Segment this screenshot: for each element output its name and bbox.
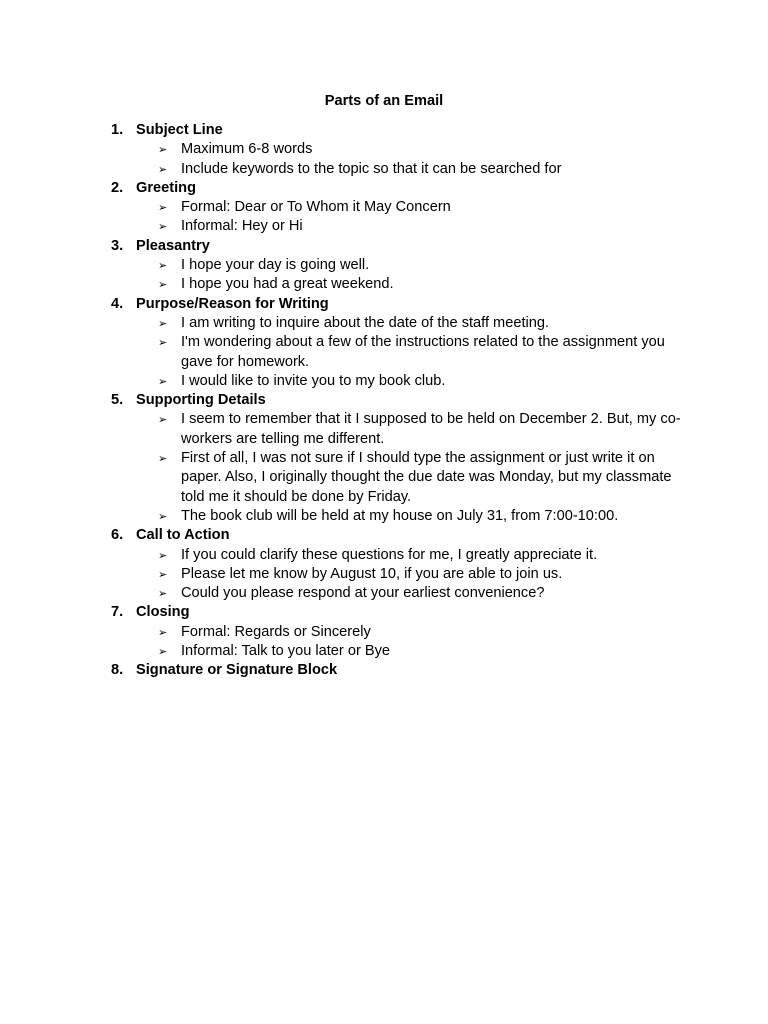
section-heading [111, 391, 691, 410]
example-item [111, 217, 681, 236]
example-item [111, 449, 681, 507]
section-heading-text: Purpose/Reason for Writing [136, 295, 329, 312]
outline-section [111, 179, 691, 237]
arrowhead-bullet-icon: ➢ [158, 278, 168, 292]
example-text: I seem to remember that it I supposed to be held on December 2. But, my co-workers are telling me different. [181, 411, 681, 447]
arrowhead-bullet-icon: ➢ [158, 587, 168, 601]
example-item [111, 546, 681, 565]
section-number: 1. [111, 122, 124, 138]
outline-section [111, 661, 691, 680]
arrowhead-bullet-icon: ➢ [158, 143, 168, 157]
example-item [111, 198, 681, 217]
example-item [111, 410, 681, 449]
example-text: Formal: Regards or Sincerely [181, 623, 371, 640]
example-list [111, 546, 691, 604]
example-list [111, 140, 691, 179]
section-number: 8. [111, 662, 124, 679]
example-text: First of all, I was not sure if I should type the assignment or just write it on paper. Also, I originally thought the due date was Monday, but my classmate told me it should be done by Friday. [181, 450, 672, 505]
section-heading-text: Signature or Signature Block [136, 662, 338, 679]
example-text: Informal: Hey or Hi [181, 218, 303, 235]
arrowhead-bullet-icon: ➢ [158, 567, 168, 581]
example-list [111, 623, 691, 662]
example-text: I hope you had a great weekend. [181, 276, 394, 293]
example-text: Formal: Dear or To Whom it May Concern [181, 199, 451, 216]
arrowhead-bullet-icon: ➢ [158, 625, 168, 639]
section-heading [111, 603, 691, 622]
example-item [111, 256, 681, 275]
example-item [111, 275, 681, 294]
section-number: 7. [111, 604, 124, 621]
example-list [111, 198, 691, 237]
arrowhead-bullet-icon: ➢ [158, 162, 168, 176]
arrowhead-bullet-icon: ➢ [158, 201, 168, 215]
section-heading [111, 179, 691, 198]
arrowhead-bullet-icon: ➢ [158, 509, 168, 523]
outline-section [111, 237, 691, 295]
section-heading [111, 661, 691, 680]
arrowhead-bullet-icon: ➢ [158, 374, 168, 388]
outline-section [111, 603, 691, 661]
section-heading-text: Pleasantry [136, 237, 210, 254]
arrowhead-bullet-icon: ➢ [158, 645, 168, 659]
example-item [111, 584, 681, 603]
section-heading [111, 121, 691, 140]
arrowhead-bullet-icon: ➢ [158, 413, 168, 427]
example-list [111, 314, 691, 391]
email-parts-outline [111, 121, 691, 681]
example-text: Could you please respond at your earliest convenience? [181, 585, 545, 602]
example-text: I am writing to inquire about the date of the staff meeting. [181, 314, 550, 331]
outline-section [111, 526, 691, 603]
example-item [111, 507, 681, 526]
example-item [111, 140, 681, 159]
example-item [111, 642, 681, 661]
example-item [111, 565, 681, 584]
arrowhead-bullet-icon: ➢ [158, 259, 168, 273]
arrowhead-bullet-icon: ➢ [158, 316, 168, 330]
example-text: Include keywords to the topic so that it can be searched for [181, 160, 562, 177]
example-text: If you could clarify these questions for me, I greatly appreciate it. [181, 546, 598, 563]
example-item [111, 623, 681, 642]
outline-section [111, 391, 691, 526]
section-heading-text: Closing [136, 604, 190, 621]
example-item [111, 333, 681, 372]
example-text: I would like to invite you to my book club. [181, 372, 446, 389]
arrowhead-bullet-icon: ➢ [158, 336, 168, 350]
section-heading [111, 295, 691, 314]
example-text: I hope your day is going well. [181, 257, 370, 274]
section-heading [111, 237, 691, 256]
section-number: 5. [111, 392, 124, 409]
section-number: 3. [111, 237, 124, 254]
section-number: 6. [111, 527, 124, 544]
example-list [111, 256, 691, 295]
example-item [111, 314, 681, 333]
section-heading [111, 526, 691, 545]
arrowhead-bullet-icon: ➢ [158, 452, 168, 466]
section-heading-text: Call to Action [136, 527, 230, 544]
section-heading-text: Greeting [136, 179, 197, 196]
section-heading-text: Subject Line [136, 122, 223, 138]
page-title: Parts of an Email [324, 93, 444, 109]
example-text: The book club will be held at my house on July 31, from 7:00-10:00. [181, 507, 619, 524]
arrowhead-bullet-icon: ➢ [158, 220, 168, 234]
example-text: I'm wondering about a few of the instructions related to the assignment you gave for homework. [181, 334, 665, 370]
section-number: 4. [111, 295, 124, 312]
example-text: Please let me know by August 10, if you are able to join us. [181, 565, 563, 582]
section-number: 2. [111, 179, 124, 196]
outline-section [111, 295, 691, 391]
example-item [111, 160, 681, 179]
outline-section [111, 121, 691, 179]
arrowhead-bullet-icon: ➢ [158, 548, 168, 562]
example-text: Maximum 6-8 words [181, 141, 313, 158]
example-item [111, 372, 681, 391]
section-heading-text: Supporting Details [136, 392, 266, 409]
example-text: Informal: Talk to you later or Bye [181, 643, 391, 660]
example-list [111, 410, 691, 526]
